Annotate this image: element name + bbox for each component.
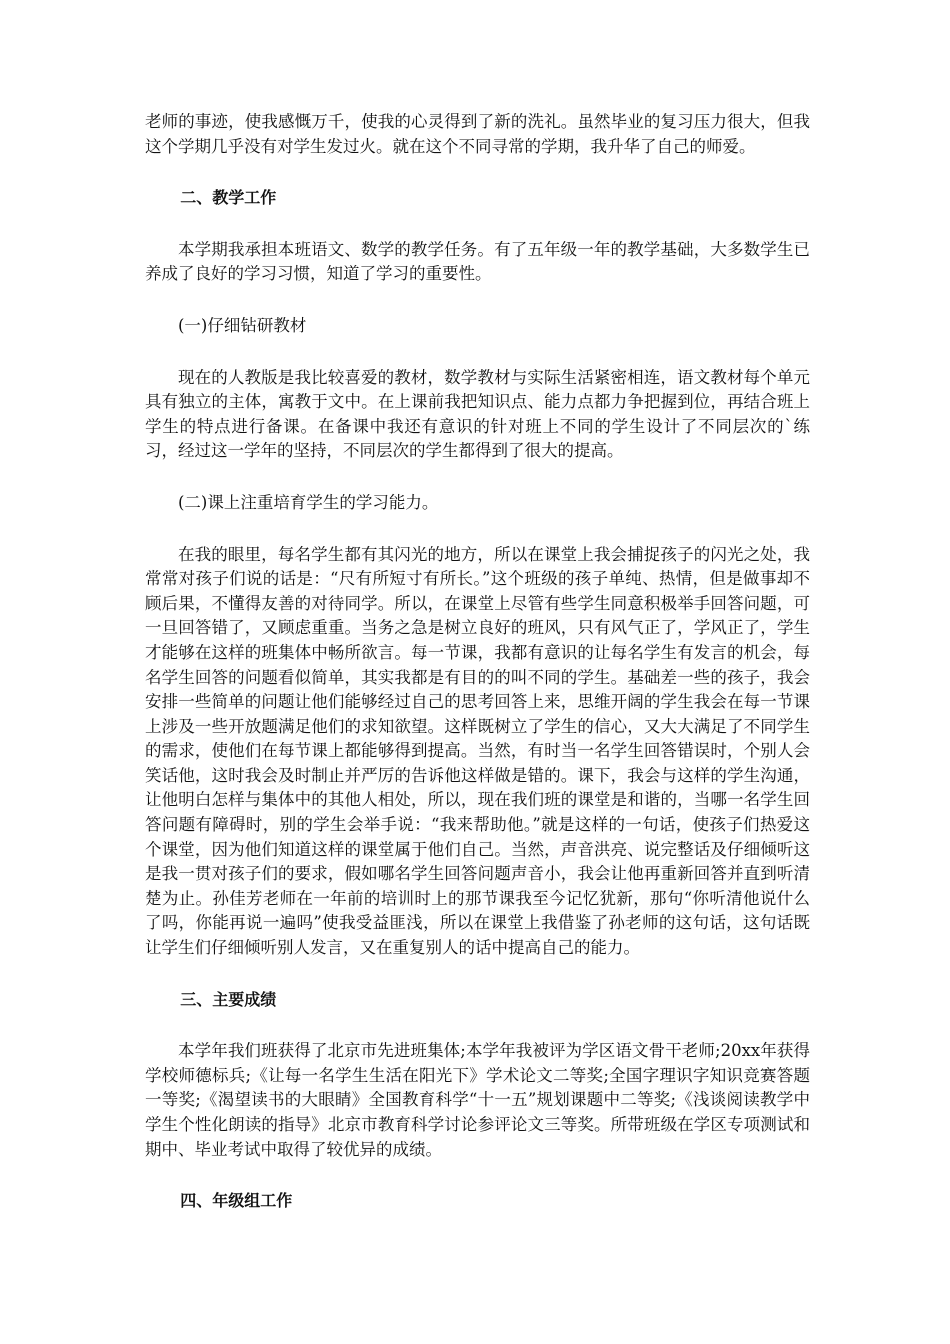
section-heading-achievements: 三、主要成绩: [180, 989, 277, 1009]
paragraph-continuation: 老师的事迹，使我感慨万千，使我的心灵得到了新的洗礼。虽然毕业的复习压力很大，但我这个学期几乎没有对学生发过火。就在这个不同寻常的学期，我升华了自己的师爱。: [145, 112, 810, 156]
document-body: [145, 110, 810, 1214]
section-heading-grade-group: 四、年级组工作: [180, 1191, 293, 1211]
paragraph-achievements: 本学年我们班获得了北京市先进班集体;本学年我被评为学区语文骨干老师;20xx年获得学校师德标兵;《让每一名学生生活在阳光下》学术论文二等奖;全国字理识字知识竞赛答题一等奖;《渴望读书的大眼睛》全国教育科学“十一五”规划课题中二等奖;《浅谈阅读教学中学生个性化朗读的指导》北京市教育科学讨论参评论文三等奖。所带班级在学区专项测试和期中、毕业考试中取得了较优异的成绩。: [145, 1041, 810, 1159]
subheading-learning-ability: (二)课上注重培育学生的学习能力。: [178, 492, 439, 512]
subheading-study-materials: (一)仔细钻研教材: [178, 315, 307, 335]
paragraph-learning-ability: 在我的眼里，每名学生都有其闪光的地方，所以在课堂上我会捕捉孩子的闪光之处，我常常对孩子们说的话是：“尺有所短寸有所长。”这个班级的孩子单纯、热情，但是做事却不顾后果，不懂得友善的对待同学。所以，在课堂上尽管有些学生同意积极举手回答问题，可一旦回答错了，又顾虑重重。当务之急是树立良好的班风，只有风气正了，学风正了，学生才能够在这样的班集体中畅所欲言。每一节课，我都有意识的让每名学生有发言的机会，每名学生回答的问题看似简单，其实我都是有目的的叫不同的学生。基础差一些的孩子，我会安排一些简单的问题让他们能够经过自己的思考回答上来，思维开阔的学生我会在每一节课上涉及一些开放题满足他们的求知欲望。这样既树立了学生的信心，又大大满足了不同学生的需求，使他们在每节课上都能够得到提高。当然，有时当一名学生回答错误时，个别人会笑话他，这时我会及时制止并严厉的告诉他这样做是错的。课下，我会与这样的学生沟通，让他明白怎样与集体中的其他人相处，所以，现在我们班的课堂是和谐的，当哪一名学生回答问题有障碍时，别的学生会举手说：“我来帮助他。”就是这样的一句话，使孩子们热爱这个课堂，因为他们知道这样的课堂属于他们自己。当然，声音洪亮、说完整话及仔细倾听这是我一贯对孩子们的要求，假如哪名学生回答问题声音小，我会让他再重新回答并直到听清楚为止。孙佳芳老师在一年前的培训时上的那节课我至今记忆犹新，那句“你听清他说什么了吗，你能再说一遍吗”使我受益匪浅，所以在课堂上我借鉴了孙老师的这句话，这句话既让学生们仔细倾听别人发言，又在重复别人的话中提高自己的能力。: [145, 544, 810, 958]
paragraph-teaching-intro: 本学期我承担本班语文、数学的教学任务。有了五年级一年的教学基础，大多数学生已养成了良好的学习习惯，知道了学习的重要性。: [145, 239, 810, 284]
section-heading-teaching: 二、教学工作: [180, 188, 277, 208]
paragraph-study-materials: 现在的人教版是我比较喜爱的教材，数学教材与实际生活紧密相连，语文教材每个单元具有独立的主体，寓教于文中。在上课前我把知识点、能力点都力争把握到位，再结合班上学生的特点进行备课。在备课中我还有意识的针对班上不同的学生设计了不同层次的`练习，经过这一学年的坚持，不同层次的学生都得到了很大的提高。: [145, 367, 810, 461]
